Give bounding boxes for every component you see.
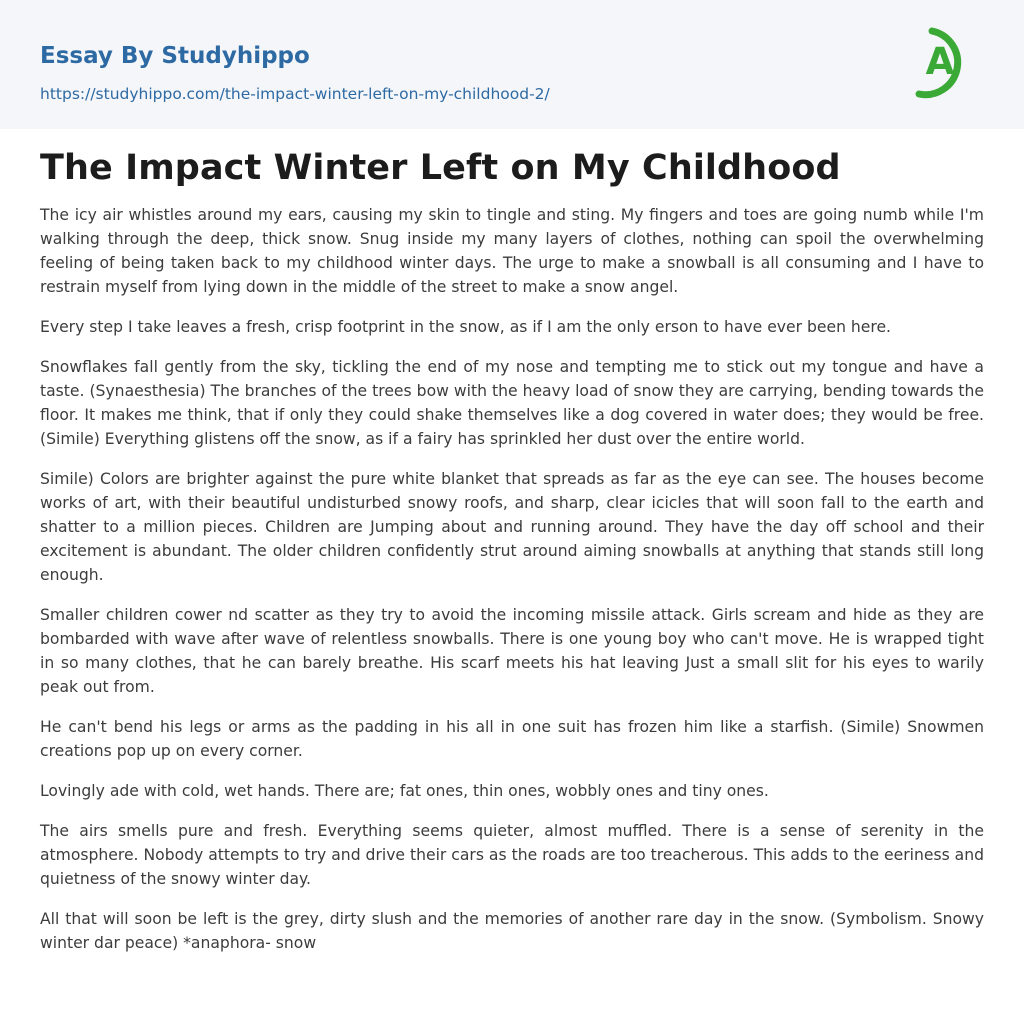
source-url-link[interactable]: https://studyhippo.com/the-impact-winter-left-on-my-childhood-2/	[40, 85, 550, 103]
article-paragraph: Simile) Colors are brighter against the pure white blanket that spreads as far as the eye can see. The houses become works of art, with their beautiful undisturbed snowy roofs, and sharp, clear icicles that will soon fall to the earth and shatter to a million pieces. Children are Jumping about and running around. They have the day off school and their excitement is abundant. The older children confidently strut around aiming snowballs at anything that stands still long enough.	[40, 470, 984, 584]
studyhippo-logo-icon[interactable]	[912, 18, 986, 106]
article-paragraph: The icy air whistles around my ears, causing my skin to tingle and sting. My fingers and toes are going numb while I'm walking through the deep, thick snow. Snug inside my many layers of clothes, nothing can spoil the overwhelming feeling of being taken back to my childhood winter days. The urge to make a snowball is all consuming and I have to restrain myself from lying down in the middle of the street to make a snow angel.	[40, 206, 984, 296]
brand-title: Essay By Studyhippo	[40, 43, 310, 69]
page-header	[0, 0, 1024, 129]
article-paragraph: Lovingly ade with cold, wet hands. There are; fat ones, thin ones, wobbly ones and tiny ones.	[40, 782, 769, 800]
article-body	[40, 203, 984, 955]
article-content	[40, 129, 984, 971]
article-paragraph: He can't bend his legs or arms as the padding in his all in one suit has frozen him like a starfish. (Simile) Snowmen creations pop up on every corner.	[40, 718, 984, 760]
article-paragraph: Smaller children cower nd scatter as they try to avoid the incoming missile attack. Girls scream and hide as they are bombarded with wave after wave of relentless snowballs. There is one young boy who can't move. He is wrapped tight in so many clothes, that he can barely breathe. His scarf meets his hat leaving Just a small slit for his eyes to warily peak out from.	[40, 606, 984, 696]
article-paragraph: Snowflakes fall gently from the sky, tickling the end of my nose and tempting me to stick out my tongue and have a taste. (Synaesthesia) The branches of the trees bow with the heavy load of snow they are carrying, bending towards the floor. It makes me think, that if only they could shake themselves like a dog covered in water does; they would be free. (Simile) Everything glistens off the snow, as if a fairy has sprinkled her dust over the entire world.	[40, 358, 984, 448]
article-paragraph: The airs smells pure and fresh. Everything seems quieter, almost muffled. There is a sense of serenity in the atmosphere. Nobody attempts to try and drive their cars as the roads are too treacherous. This adds to the eeriness and quietness of the snowy winter day.	[40, 822, 984, 888]
article-title: The Impact Winter Left on My Childhood	[40, 148, 841, 188]
article-paragraph: All that will soon be left is the grey, dirty slush and the memories of another rare day in the snow. (Symbolism. Snowy winter dar peace) *anaphora- snow	[40, 910, 984, 952]
logo-letter: A	[925, 40, 955, 83]
article-paragraph: Every step I take leaves a fresh, crisp footprint in the snow, as if I am the only erson to have ever been here.	[40, 318, 892, 336]
